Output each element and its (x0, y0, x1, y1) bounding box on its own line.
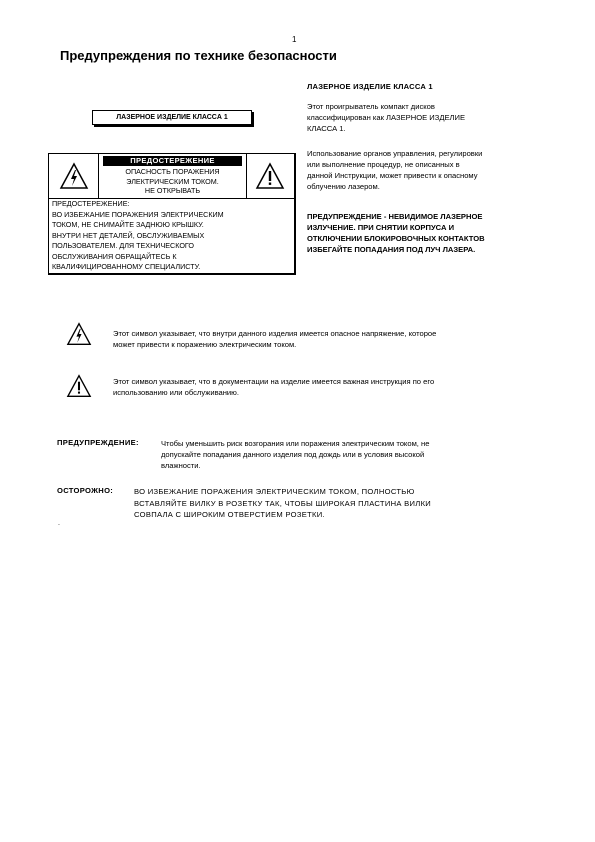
caution-detail-line: КВАЛИФИЦИРОВАННОМУ СПЕЦИАЛИСТУ. (52, 262, 201, 271)
voltage-symbol-description (113, 328, 545, 350)
text-line: Этот символ указывает, что в документации на изделие имеется важная инструкция по его (113, 377, 435, 386)
exclamation-warning-icon (66, 374, 92, 398)
text-line: ВСТАВЛЯЙТЕ ВИЛКУ В РОЗЕТКУ ТАК, ЧТОБЫ ШИРОКАЯ ПЛАСТИНА ВИЛКИ (134, 498, 432, 508)
text-line: КЛАССА 1. (307, 124, 346, 133)
stray-mark: . (58, 520, 60, 527)
caution-line: НЕ ОТКРЫВАТЬ (144, 186, 201, 195)
controls-warning-text (307, 148, 532, 192)
laser-class-text (307, 101, 532, 134)
caution-detail-line: ПОЛЬЗОВАТЕЛЕМ. ДЛЯ ТЕХНИЧЕСКОГО (52, 241, 194, 250)
text-line: допускайте попадания данного изделия под дождь или в условия высокой (161, 450, 425, 459)
caution-box (48, 153, 296, 275)
text-line: ИЗЛУЧЕНИЕ. ПРИ СНЯТИИ КОРПУСА И (307, 223, 455, 232)
text-line: ВО ИЗБЕЖАНИЕ ПОРАЖЕНИЯ ЭЛЕКТРИЧЕСКИМ ТОКОМ, ПОЛНОСТЬЮ (134, 487, 415, 496)
text-line: ПРЕДУПРЕЖДЕНИЕ - НЕВИДИМОЕ ЛАЗЕРНОЕ (307, 212, 483, 221)
caution-text (134, 486, 514, 521)
caution-label: ОСТОРОЖНО: (57, 486, 114, 495)
invisible-laser-warning (307, 211, 532, 255)
text-line: Этот символ указывает, что внутри данного изделия имеется опасное напряжение, которое (113, 329, 437, 338)
text-line: облучению лазером. (307, 182, 380, 191)
electric-shock-warning-icon (49, 154, 98, 198)
text-line: классифицирован как ЛАЗЕРНОЕ ИЗДЕЛИЕ (307, 113, 466, 122)
text-line: Чтобы уменьшить риск возгорания или поражения электрическим током, не (161, 439, 430, 448)
text-line: СОВПАЛА С ШИРОКИМ ОТВЕРСТИЕМ РОЗЕТКИ. (134, 510, 325, 519)
caution-detail-line: ПРЕДОСТЕРЕЖЕНИЕ: (52, 199, 130, 208)
warning-text (161, 438, 516, 471)
caution-line: ЭЛЕКТРИЧЕСКИМ ТОКОМ. (126, 176, 219, 186)
laser-heading: ЛАЗЕРНОЕ ИЗДЕЛИЕ КЛАССА 1 (307, 82, 433, 91)
page-title: Предупреждения по технике безопасности (60, 48, 337, 63)
caution-header-block (98, 154, 247, 198)
text-line: или выполнение процедур, не описанных в (307, 160, 460, 169)
caution-detail-line: ТОКОМ, НЕ СНИМАЙТЕ ЗАДНЮЮ КРЫШКУ. (52, 220, 204, 229)
exclamation-warning-icon (246, 154, 294, 198)
text-line: ОТКЛЮЧЕНИИ БЛОКИРОВОЧНЫХ КОНТАКТОВ (307, 234, 485, 243)
warning-label: ПРЕДУПРЕЖДЕНИЕ: (57, 438, 139, 447)
instruction-symbol-description (113, 376, 545, 398)
caution-line: ОПАСНОСТЬ ПОРАЖЕНИЯ (125, 167, 220, 176)
electric-shock-warning-icon (66, 322, 92, 346)
caution-header: ПРЕДОСТЕРЕЖЕНИЕ (103, 156, 242, 166)
caution-detail-line: ВНУТРИ НЕТ ДЕТАЛЕЙ, ОБСЛУЖИВАЕМЫХ (52, 230, 205, 240)
text-line: Использование органов управления, регулировки (307, 149, 483, 158)
caution-detail-line: ОБСЛУЖИВАНИЯ ОБРАЩАЙТЕСЬ К (52, 251, 177, 261)
text-line: влажности. (161, 461, 201, 470)
caution-detail-line: ВО ИЗБЕЖАНИЕ ПОРАЖЕНИЯ ЭЛЕКТРИЧЕСКИМ (52, 209, 224, 219)
text-line: ИЗБЕГАЙТЕ ПОПАДАНИЯ ПОД ЛУЧ ЛАЗЕРА. (307, 245, 476, 254)
text-line: данной Инструкции, может привести к опасному (307, 171, 478, 180)
caution-details (49, 198, 294, 273)
text-line: Этот проигрыватель компакт дисков (307, 102, 435, 111)
laser-class-label: ЛАЗЕРНОЕ ИЗДЕЛИЕ КЛАСCА 1 (92, 110, 252, 125)
text-line: использованию или обслуживанию. (113, 388, 239, 397)
page-number: 1 (292, 35, 297, 44)
text-line: может привести к поражению электрическим током. (113, 340, 297, 349)
